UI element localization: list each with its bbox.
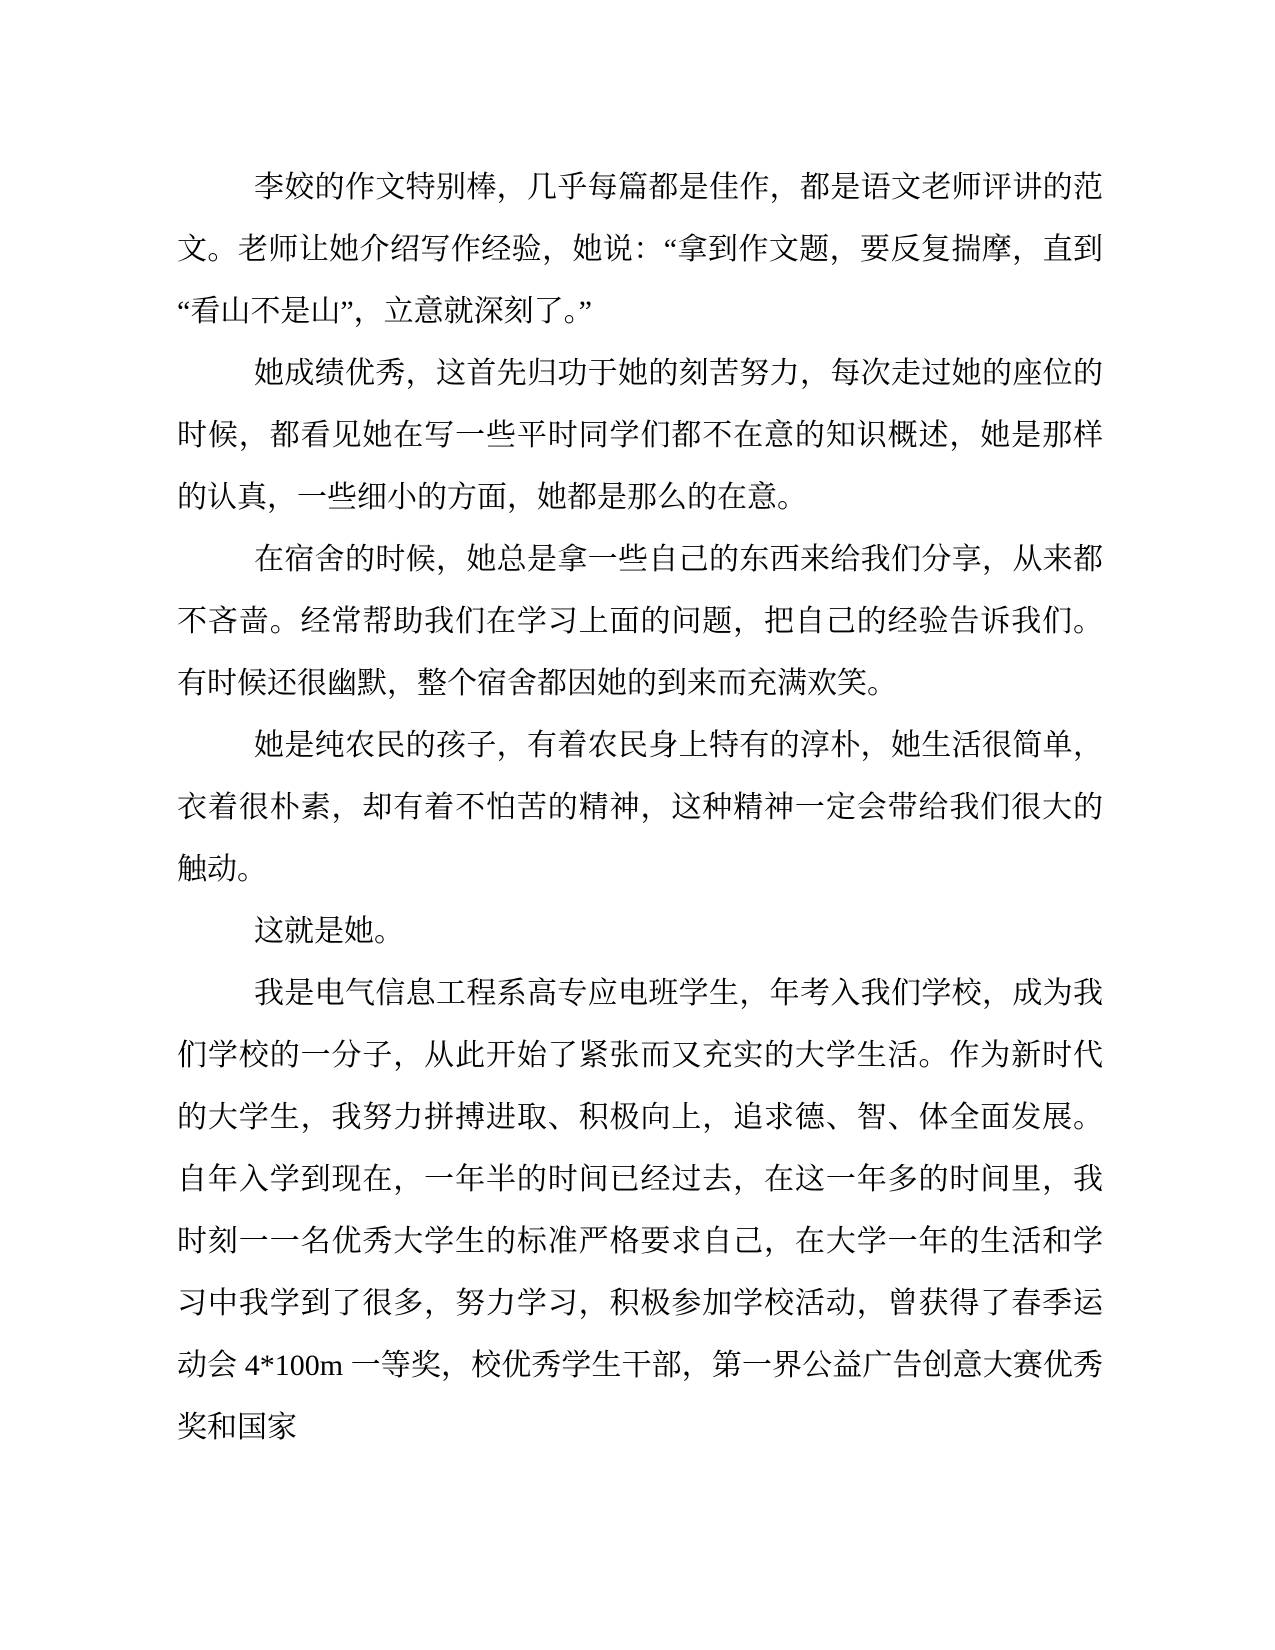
paragraph-simple-life: 她是纯农民的孩子，有着农民身上特有的淳朴，她生活很简单，衣着很朴素，却有着不怕苦的精神，这种精神一定会带给我们很大的触动。 [177, 729, 1103, 886]
paragraph-study-diligence: 她成绩优秀，这首先归功于她的刻苦努力，每次走过她的座位的时候，都看见她在写一些平时同学们都不在意的知识概述，她是那样的认真，一些细小的方面，她都是那么的在意。 [177, 357, 1103, 514]
paragraph-essay-intro: 李姣的作文特别棒，几乎每篇都是佳作，都是语文老师评讲的范文。老师让她介绍写作经验，她说：“拿到作文题，要反复揣摩，直到“看山不是山”，立意就深刻了。” [177, 171, 1103, 328]
paragraph-self-introduction: 我是电气信息工程系高专应电班学生，年考入我们学校，成为我们学校的一分子，从此开始了紧张而又充实的大学生活。作为新时代的大学生，我努力拼搏进取、积极向上，追求德、智、体全面发展。自年入学到现在，一年半的时间已经过去，在这一年多的时间里，我时刻一一名优秀大学生的标准严格要求自己，在大学一年的生活和学习中我学到了很多，努力学习，积极参加学校活动，曾获得了春季运动会 4*100m 一等奖，校优秀学生干部，第一界公益广告创意大赛优秀奖和国家 [177, 977, 1103, 1444]
document-text-block [177, 157, 1103, 1459]
paragraph-dorm-sharing: 在宿舍的时候，她总是拿一些自己的东西来给我们分享，从来都不吝啬。经常帮助我们在学习上面的问题，把自己的经验告诉我们。有时候还很幽默，整个宿舍都因她的到来而充满欢笑。 [177, 543, 1103, 700]
paragraph-conclusion-her: 这就是她。 [254, 915, 404, 948]
